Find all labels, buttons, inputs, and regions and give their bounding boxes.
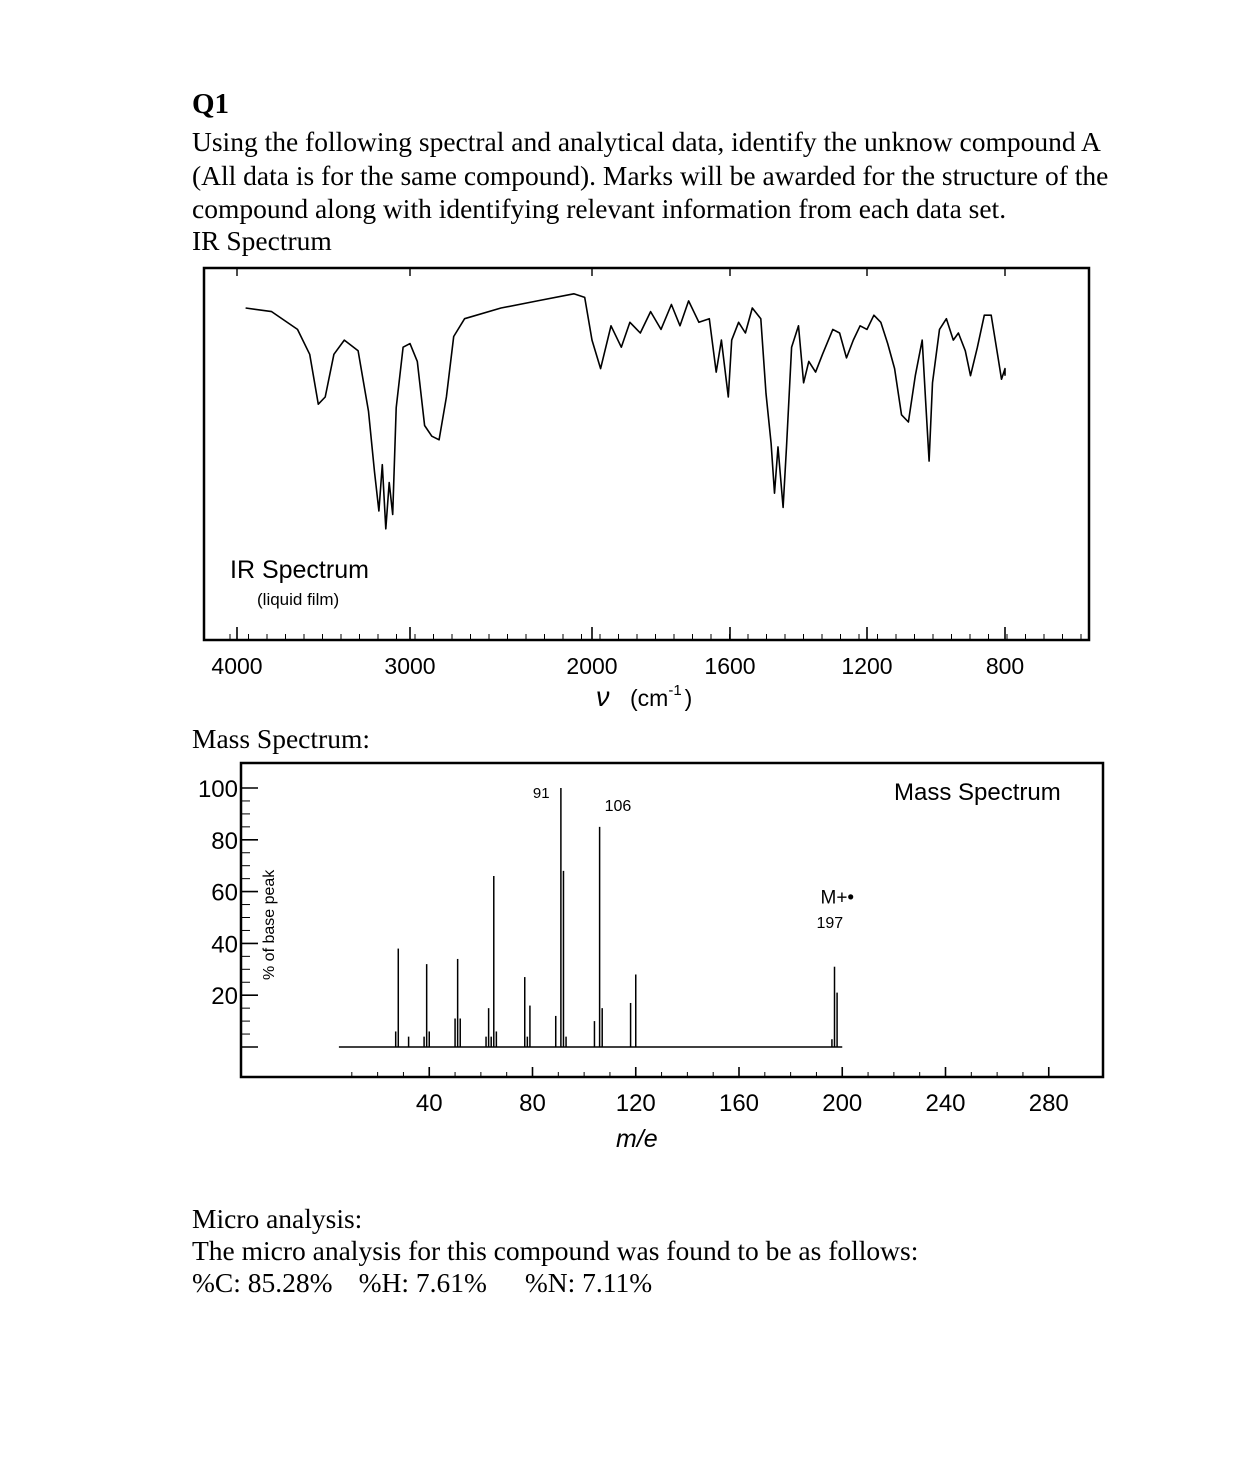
ir-tick-label: 2000 xyxy=(566,653,618,679)
micro-values xyxy=(192,1267,918,1299)
question-line: compound along with identifying relevant information from each data set. xyxy=(192,193,1007,224)
ms-x-tick-label: 120 xyxy=(615,1090,656,1117)
ir-xlabel-close: ) xyxy=(684,685,693,711)
question-number: Q1 xyxy=(192,88,230,120)
question-line: Using the following spectral and analytical data, identify the unknow compound A xyxy=(192,126,1101,157)
ir-tick-label: 1200 xyxy=(841,653,893,679)
question-line: (All data is for the same compound). Marks will be awarded for the structure of the xyxy=(192,159,1109,191)
ms-x-tick-label: 200 xyxy=(822,1090,863,1117)
ir-tick-label-group xyxy=(211,653,1024,679)
ir-plot-frame xyxy=(204,268,1089,640)
ir-tick-label: 1600 xyxy=(704,653,756,679)
ms-chart-title: Mass Spectrum xyxy=(894,779,1061,806)
ms-xlabel: m/e xyxy=(616,1125,658,1153)
ms-y-tick-label: 80 xyxy=(211,827,238,855)
ms-x-tick-label: 80 xyxy=(519,1090,546,1117)
ir-chart-subtitle: (liquid film) xyxy=(257,590,340,609)
ms-x-tick-label: 160 xyxy=(718,1090,760,1117)
ms-y-tick-group xyxy=(198,776,258,1047)
ir-xlabel-unit xyxy=(630,682,692,711)
ms-molecular-ion-value: 197 xyxy=(816,915,844,933)
ms-x-tick-label: 280 xyxy=(1028,1090,1069,1117)
ms-peak-label-91: 91 xyxy=(532,785,550,802)
ir-xlabel-nu: ν xyxy=(596,682,610,712)
micro-sentence: The micro analysis for this compound was found to be as follows: xyxy=(192,1235,919,1266)
ir-spectrum-chart xyxy=(190,262,1125,722)
ms-y-tick-label: 20 xyxy=(211,983,238,1011)
micro-hydrogen: %H: 7.61% xyxy=(358,1267,487,1298)
ms-x-tick-label: 40 xyxy=(415,1090,443,1117)
ms-y-tick-label: 60 xyxy=(211,879,238,907)
micro-carbon: %C: 85.28% xyxy=(192,1267,333,1298)
ms-x-tick-label: 240 xyxy=(925,1090,966,1117)
ir-section-label: IR Spectrum xyxy=(192,225,332,256)
micro-nitrogen: %N: 7.11% xyxy=(524,1267,653,1298)
ms-peak-group xyxy=(396,788,837,1047)
ir-tick-label: 4000 xyxy=(211,653,263,679)
micro-heading: Micro analysis: xyxy=(192,1203,363,1234)
ms-section-label: Mass Spectrum: xyxy=(192,723,370,754)
ir-tick-label: 800 xyxy=(985,653,1025,679)
mass-spectrum-chart xyxy=(188,755,1113,1155)
ms-ylabel: % of base peak xyxy=(261,869,278,980)
micro-analysis xyxy=(192,1203,918,1299)
ir-tick-label: 3000 xyxy=(384,653,436,679)
ms-peak-label-106: 106 xyxy=(604,797,632,815)
ms-plot-frame xyxy=(241,763,1103,1077)
ir-spectrum-line xyxy=(246,294,1005,529)
ms-molecular-ion-symbol: M+• xyxy=(820,887,855,909)
ir-chart-title: IR Spectrum xyxy=(230,556,369,584)
ir-tick-group xyxy=(230,268,1081,640)
ms-y-tick-label: 100 xyxy=(197,776,238,803)
question-text xyxy=(192,125,1212,226)
ir-xlabel-unit-text: (cm xyxy=(630,685,669,711)
ms-x-tick-group xyxy=(352,1067,1069,1117)
ms-y-tick-label: 40 xyxy=(211,931,238,959)
ir-xlabel-sup: -1 xyxy=(668,682,682,699)
